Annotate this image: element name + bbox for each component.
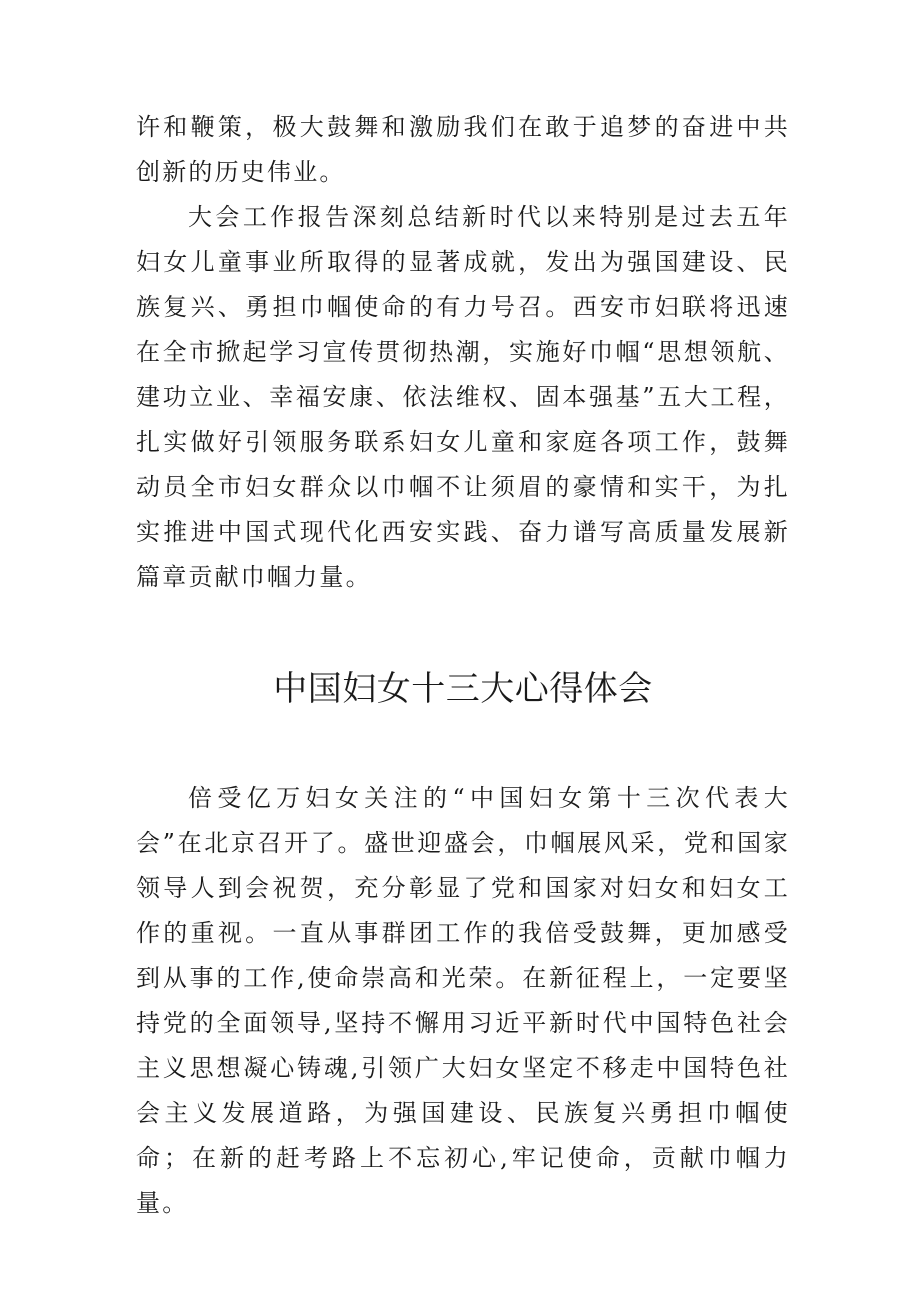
continuation-paragraph: 许和鞭策，极大鼓舞和激励我们在敢于追梦的奋进中共创新的历史伟业。 bbox=[136, 113, 790, 186]
section-heading bbox=[136, 664, 790, 714]
section-title: 中国妇女十三大心得体会 bbox=[273, 669, 653, 709]
report-paragraph: 大会工作报告深刻总结新时代以来特别是过去五年妇女儿童事业所取得的显著成就，发出为强国建设、民族复兴、勇担巾帼使命的有力号召。西安市妇联将迅速在全市掀起学习宣传贯彻热潮，实施好巾帼“思想领航、建功立业、幸福安康、依法维权、固本强基”五大工程，扎实做好引领服务联系妇女儿童和家庭各项工作，鼓舞动员全市妇女群众以巾帼不让须眉的豪情和实干，为扎实推进中国式现代化西安实践、奋力谱写高质量发展新篇章贡献巾帼力量。 bbox=[136, 203, 790, 591]
reflection-paragraph: 倍受亿万妇女关注的“中国妇女第十三次代表大会”在北京召开了。盛世迎盛会，巾帼展风采，党和国家领导人到会祝贺，充分彰显了党和国家对妇女和妇女工作的重视。一直从事群团工作的我倍受鼓舞，更加感受到从事的工作,使命崇高和光荣。在新征程上，一定要坚持党的全面领导,坚持不懈用习近平新时代中国特色社会主义思想凝心铸魂,引领广大妇女坚定不移走中国特色社会主义发展道路，为强国建设、民族复兴勇担巾帼使命；在新的赶考路上不忘初心,牢记使命，贡献巾帼力量。 bbox=[136, 784, 790, 1217]
